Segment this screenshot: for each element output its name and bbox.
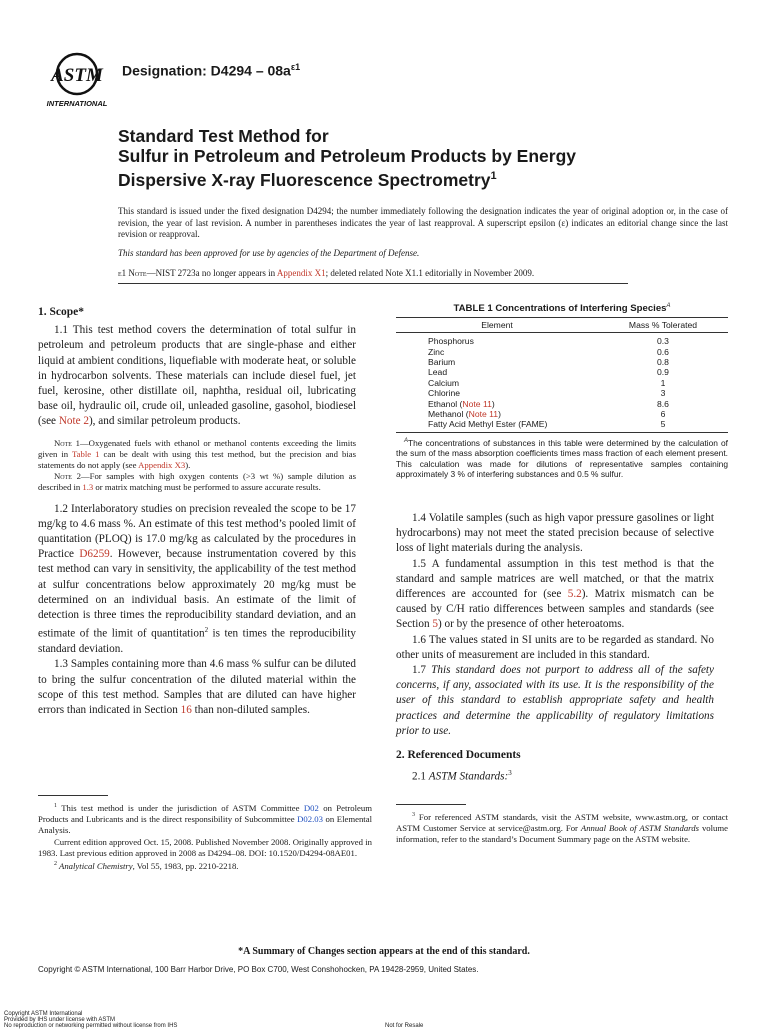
table-1-link[interactable]: Table 1 xyxy=(71,448,100,459)
d02-03-link[interactable]: D02.03 xyxy=(297,814,323,825)
table-row xyxy=(396,333,728,347)
astm-logo xyxy=(44,50,110,110)
footnote-3: $^3$ For referenced ASTM standards, visit the ASTM website, www.astm.org, or contact ASTM Customer Service at service@astm.org. For Annual Book of ASTM Standards volume information, refer to the standard’s Document Summary page on the ASTM website. xyxy=(396,811,728,845)
note-2: Note 2—For samples with high oxygen contents (>3 wt %) sample dilution as described in 1.3 or matrix matching must be performed to assure accurate results. xyxy=(38,471,356,493)
title-line-3: Dispersive X-ray Fluorescence Spectrometry$^1$ xyxy=(118,169,497,190)
license-line-2: Provided by IHS under license with ASTM xyxy=(4,1017,116,1023)
para-1-4: 1.4 Volatile samples (such as high vapor pressure gasolines or light hydrocarbons) may not meet the stated precision because of selective loss of light materials during the analysis. xyxy=(396,512,714,555)
footnote-2: $^2$ Analytical Chemistry, Vol 55, 1983, pp. 2210-2218. xyxy=(54,860,239,871)
mass-value-cell: 3 xyxy=(660,388,666,399)
interfering-species-table xyxy=(396,317,728,433)
element-cell: Zinc xyxy=(428,346,445,357)
table-row xyxy=(396,388,728,398)
element-cell: Fatty Acid Methyl Ester (FAME) xyxy=(396,419,598,432)
copyright-line: Copyright © ASTM International, 100 Barr Harbor Drive, PO Box C700, West Conshohocken, PA 19428-2959, United States. xyxy=(38,965,479,974)
scope-heading: 1. Scope* xyxy=(38,306,84,318)
designation: Designation: $D4294 - 08a^{\varepsilon 1}$ xyxy=(122,62,301,79)
table-footnote: $^A$The concentrations of substances in this table were determined by the calculation of the sum of the mass absorption coefficients times mass fraction of each element present. This calculation was made for dilutions of representative samples containing approximately 3 % of interfering substances and 0.5 % sulfur. xyxy=(396,437,728,480)
para-1-2: 1.2 Interlaboratory studies on precision revealed the scope to be 17 mg/kg to 4.6 mass %. An estimate of this test method’s pooled limit of quantitation (PLOQ) is 17.0 mg/kg as calculated by the procedures in Practice D6259. However, because instrumentation covered by this test method can vary in sensitivity, the applicability of the test method at sulfur concentrations below approximately 20 mg/kg must be determined on an individual basis. An estimate of the limit of detection is three times the reproducibility standard deviation, and an estimate of the limit of quantitation$^2$ is ten times the reproducibility standard deviation. xyxy=(38,502,356,656)
para-1-3: 1.3 Samples containing more than 4.6 mass % sulfur can be diluted to bring the sulfur concentration of the diluted material within the scope of this test method. Samples that are diluted can have higher errors than indicated in Section 16 than non-diluted samples. xyxy=(38,658,356,717)
table-row xyxy=(396,378,728,388)
footnote-1: $^1$ This test method is under the jurisdiction of ASTM Committee D02 on Petroleum Products and Lubricants and is the direct responsibility of Subcommittee D02.03 on Elemental Analysis. xyxy=(38,802,373,836)
license-line-3: No reproduction or networking permitted without license from IHS xyxy=(4,1023,178,1029)
table-row xyxy=(396,347,728,357)
footnote-rule-left xyxy=(38,795,108,796)
issuance-statement: This standard is issued under the fixed designation D4294; the number immediately following the designation indicates the year of original adoption or, in the case of revision, the year of last revision. A number in parentheses indicates the year of last reapproval. A superscript epsilon (ε) indicates an editorial change since the last revision or reapproval. xyxy=(118,206,728,239)
table-row xyxy=(396,419,728,432)
section-16-link[interactable]: 16 xyxy=(180,704,192,717)
footnote-rule-right xyxy=(396,804,466,805)
summary-of-changes-note: *A Summary of Changes section appears at the end of this standard. xyxy=(238,946,530,957)
note-11-link[interactable]: Note 11 xyxy=(462,398,492,409)
title-line-2: Sulfur in Petroleum and Petroleum Products by Energy xyxy=(118,146,576,166)
section-5-2-link[interactable]: 5.2 xyxy=(567,588,582,601)
para-1-6: 1.6 The values stated in SI units are to be regarded as standard. No other units of measurement are included in this standard. xyxy=(396,633,714,661)
para-2-1: 2.1 ASTM Standards:$^3$ xyxy=(412,769,512,783)
footnotes-right xyxy=(396,810,728,846)
footnote-1-edition: Current edition approved Oct. 15, 2008. Published November 2008. Originally approved in 1983. Last previous edition approved in 2008 as D4294–08. DOI: 10.1520/D4294-08AE01. xyxy=(38,836,372,858)
element-cell: Calcium xyxy=(428,377,460,388)
col-header-element: Element xyxy=(396,318,598,333)
table-row xyxy=(396,367,728,377)
section-1-3-link[interactable]: 1.3 xyxy=(82,482,94,493)
svg-text:ASTM: ASTM xyxy=(51,65,103,86)
d6259-link[interactable]: D6259 xyxy=(79,548,110,561)
table-row xyxy=(396,409,728,419)
element-cell: Methanol (Note 11) xyxy=(428,409,501,420)
mass-value-cell: 0.3 xyxy=(657,336,669,347)
mass-value-cell: 0.6 xyxy=(657,346,669,357)
editorial-note: ε1 Note—NIST 2723a no longer appears in Appendix X1; deleted related Note X1.1 editorially in November 2009. xyxy=(118,268,535,278)
para-1-7: 1.7 This standard does not purport to address all of the safety concerns, if any, associated with its use. It is the responsibility of the user of this standard to establish appropriate safety and health practices and determine the applicability of regulatory limitations prior to use. xyxy=(396,664,714,737)
element-cell: Lead xyxy=(428,367,448,378)
not-for-resale: Not for Resale xyxy=(385,1023,424,1029)
table-row xyxy=(396,399,728,409)
table-title: TABLE 1 Concentrations of Interfering Species$^A$ xyxy=(453,303,671,315)
d02-link[interactable]: D02 xyxy=(303,802,319,813)
mass-value-cell: 6 xyxy=(660,409,666,420)
para-1-1: 1.1 This test method covers the determination of total sulfur in petroleum and petroleum products that are single-phase and either liquid at ambient conditions, liquefiable with moderate heat, or soluble in hydrocarbon solvents. These materials can include diesel fuel, jet fuel, kerosine, other distillate oil, naphtha, residual oil, lubricating base oil, hydraulic oil, crude oil, unleaded gasoline, gasohol, biodiesel (see Note 2), and similar petroleum products. xyxy=(38,324,356,428)
mass-value-cell: 5 xyxy=(598,419,728,432)
left-column xyxy=(38,305,356,718)
title-line-1: Standard Test Method for xyxy=(118,126,329,146)
appendix-x3-link[interactable]: Appendix X3 xyxy=(138,460,186,471)
table-row xyxy=(396,357,728,367)
license-line-1: Copyright ASTM International xyxy=(4,1011,83,1017)
table-1 xyxy=(396,303,728,480)
element-cell: Phosphorus xyxy=(428,336,474,347)
element-cell: Chlorine xyxy=(428,388,461,399)
mass-value-cell: 0.9 xyxy=(657,367,669,378)
col-header-mass: Mass % Tolerated xyxy=(598,318,728,333)
page-title xyxy=(118,126,718,190)
mass-value-cell: 0.8 xyxy=(657,357,669,367)
section-5-link[interactable]: 5 xyxy=(432,618,438,631)
element-cell: Barium xyxy=(428,357,456,367)
svg-text:INTERNATIONAL: INTERNATIONAL xyxy=(46,99,108,108)
divider xyxy=(118,283,628,284)
referenced-docs-heading: 2. Referenced Documents xyxy=(396,749,521,762)
note-2-link[interactable]: Note 2 xyxy=(58,415,89,428)
note-1: Note 1—Oxygenated fuels with ethanol or methanol contents exceeding the limits given in Table 1 can be dealt with using this test method, but the precision and bias statements do not apply (see Appendix X3). xyxy=(38,437,356,471)
appendix-x1-link[interactable]: Appendix X1 xyxy=(276,268,326,278)
dod-approval: This standard has been approved for use by agencies of the Department of Defense. xyxy=(118,248,420,258)
right-column xyxy=(396,511,714,785)
mass-value-cell: 8.6 xyxy=(657,398,669,409)
note-11-link[interactable]: Note 11 xyxy=(468,409,499,420)
para-1-5: 1.5 A fundamental assumption in this test method is that the standard and sample matrices are well matched, or that the matrix differences are accounted for (see 5.2). Matrix mismatch can be caused by C/H ratio differences between samples and standards (see Section 5) or by the presence of other heteroatoms. xyxy=(396,557,714,631)
footnotes-left xyxy=(38,801,372,872)
element-cell: Ethanol (Note 11) xyxy=(428,398,495,409)
mass-value-cell: 1 xyxy=(660,377,666,388)
